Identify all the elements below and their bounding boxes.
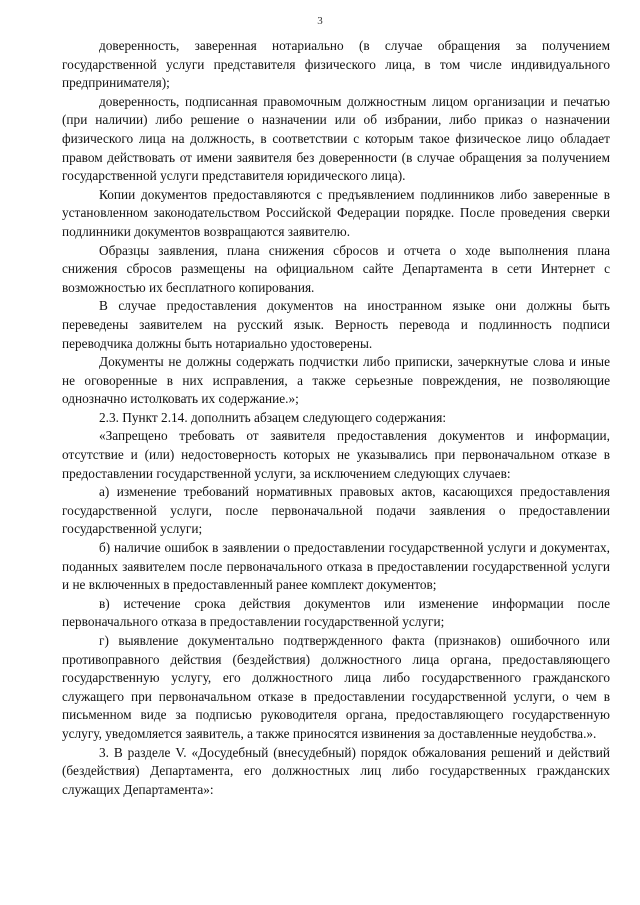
paragraph: а) изменение требований нормативных правовых актов, касающихся предоставления государственной услуги, после первоначальной подачи заявления о предоставлении государственной услуги;: [62, 484, 610, 537]
paragraph: доверенность, подписанная правомочным должностным лицом организации и печатью (при наличии) либо решение о назначении или об избрании, либо приказ о назначении физического лица на должность, в соответствии с которым такое физическое лицо обладает правом действовать от имени заявителя без доверенности (в случае обращения за получением государственной услуги представителя юридического лица).: [62, 93, 610, 184]
paragraph: доверенность, заверенная нотариально (в случае обращения за получением государственной услуги представителя физического лица, в том числе индивидуального предпринимателя);: [62, 38, 610, 91]
paragraph: Образцы заявления, плана снижения сбросов и отчета о ходе выполнения плана снижения сбросов размещены на официальном сайте Департамента в сети Интернет с возможностью их бесплатного копирования.: [62, 242, 610, 295]
paragraph: Копии документов предоставляются с предъявлением подлинников либо заверенные в установленном законодательством Российской Федерации порядке. После проведения сверки подлинники документов возвращаются заявителю.: [62, 186, 610, 239]
paragraph: В случае предоставления документов на иностранном языке они должны быть переведены заявителем на русский язык. Верность перевода и подлинность подписи переводчика должны быть нотариально удостоверены.: [62, 298, 610, 351]
paragraph: г) выявление документально подтвержденного факта (признаков) ошибочного или противоправного действия (бездействия) должностного лица органа, предоставляющего государственную услугу, его должностного лица либо государственного гражданского служащего при первоначальном отказе в предоставлении государственной услуги, о чем в письменном виде за подписью руководителя органа, предоставляющего государственную услугу, уведомляется заявитель, а также приносятся извинения за доставленные неудобства.».: [62, 633, 610, 741]
paragraph: Документы не должны содержать подчистки либо приписки, зачеркнутые слова и иные не оговоренные в них исправления, а также серьезные повреждения, не позволяющие однозначно истолковать их содержание.»;: [62, 354, 610, 407]
paragraph: 2.3. Пункт 2.14. дополнить абзацем следующего содержания:: [99, 409, 447, 425]
paragraph: в) истечение срока действия документов или изменение информации после первоначального отказа в предоставлении государственной услуги;: [62, 595, 610, 630]
paragraph: 3. В разделе V. «Досудебный (внесудебный) порядок обжалования решений и действий (бездействия) Департамента, его должностных лиц либо государственных гражданских служащих Департамента»:: [62, 744, 610, 797]
document-body: [62, 37, 610, 799]
paragraph: б) наличие ошибок в заявлении о предоставлении государственной услуги и документах, поданных заявителем после первоначального отказа в предоставлении государственной услуги и не включенных в предоставленный ранее комплект документов;: [62, 540, 610, 593]
paragraph: «Запрещено требовать от заявителя предоставления документов и информации, отсутствие и (или) недостоверность которых не указывались при первоначальном отказе в предоставлении государственной услуги, за исключением следующих случаев:: [62, 428, 610, 481]
page-number: 3: [317, 15, 323, 27]
